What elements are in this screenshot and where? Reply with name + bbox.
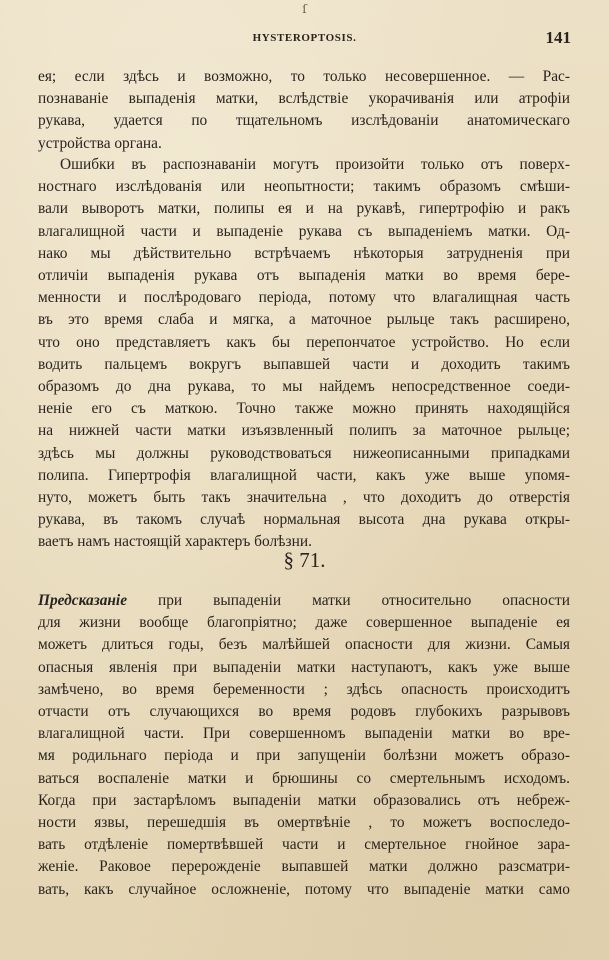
text-line: нако мы дѣйствительно встрѣчаемъ нѣкоторыя затрудненiя при	[38, 244, 570, 262]
text-line: полипа. Гипертрофiя влагалищной части, какъ уже выше упомя-	[38, 466, 570, 484]
text-line: влагалищной части и выпаденiе рукава съ выпаденiемъ матки. Од-	[38, 222, 570, 240]
first-line-rest: при выпаденiи матки относительно опасности	[157, 592, 570, 609]
section-heading: § 71.	[283, 548, 326, 572]
text-line: нуто, можетъ быть такъ значительна , что доходитъ до отверстiя	[38, 489, 570, 507]
paragraph-diagnosis-end	[38, 66, 570, 155]
text-line: ваться воспаленiе матки и брюшины со смертельнымъ исходомъ.	[38, 769, 570, 787]
lead-word: Предсказанiе	[38, 592, 128, 609]
text-line: ваетъ намъ настоящiй характеръ болѣзни.	[38, 533, 312, 551]
text-line: ненiе его съ маткою. Точно также можно принять находящiйся	[38, 400, 570, 418]
text-line: Когда при застарѣломъ выпаденiи матки образовались отъ небреж-	[38, 791, 570, 809]
page-header	[38, 28, 571, 52]
text-line: вать отдѣленiе помертвѣвшей части и смертельное гнойное зара-	[38, 836, 570, 854]
text-line: что оно представляетъ какъ бы перепончатое устройство. Но если	[38, 333, 570, 351]
text-line: замѣчено, во время беременности ; здѣсь опасность происходитъ	[38, 680, 570, 698]
text-line: ности язвы, перешедшiя въ омертвѣнiе , то можетъ воспоследо-	[38, 814, 570, 832]
text-line: отчасти отъ случающихся во время родовъ глубокихъ разрывовъ	[38, 703, 570, 721]
text-line: опасныя явленiя при выпаденiи матки наступаютъ, какъ уже выше	[38, 658, 570, 676]
text-line: женiе. Раковое перерожденiе выпавшей матки должно разсматри-	[38, 858, 570, 876]
text-line: отличiи выпаденiя рукава отъ выпаденiя матки во время бере-	[38, 267, 570, 285]
text-line: вать, какъ случайное осложненiе, потому что выпаденiе матки само	[38, 880, 570, 898]
paragraph-diagnostic-errors	[38, 154, 570, 554]
text-line: ея; если здѣсь и возможно, то только несовершенное. — Рас-	[38, 68, 570, 85]
text-line: здѣсь мы должны руководствоваться нижеописанными припадками	[38, 444, 570, 462]
text-line: влагалищной части. При совершенномъ выпаденiи матки во вре-	[38, 725, 570, 743]
text-line: Ошибки въ распознаванiи могутъ произойти только отъ поверх-	[60, 156, 570, 173]
text-line: менности и послѣродоваго перiода, потому что влагалищная часть	[38, 289, 570, 307]
top-margin-mark: ſ	[302, 2, 307, 16]
text-line: рукава, въ такомъ случаѣ нормальная высота дна рукава откры-	[38, 511, 570, 529]
text-line: образомъ до дна рукава, то мы найдемъ непосредственное соеди-	[38, 378, 570, 396]
text-line: ностнаго изслѣдованiя или неопытности; такимъ образомъ смѣши-	[38, 178, 570, 196]
running-head: HYSTEROPTOSIS.	[252, 32, 357, 44]
text-line: рукава, удается по тщательномъ изслѣдованiи анатомическаго	[38, 112, 570, 130]
text-line: мя родильнаго перiода и при запущенiи болѣзни можетъ образо-	[38, 747, 570, 765]
text-line: устройства органа.	[38, 134, 162, 152]
text-line: для жизни вообще благопрiятно; даже совершенное выпаденiе ея	[38, 614, 570, 632]
paragraph-prognosis	[38, 590, 570, 901]
text-line: водить пальцемъ вокругъ выпавшей части и доходить такимъ	[38, 355, 570, 373]
text-line: въ это время слаба и мягка, а маточное рыльце такъ расширено,	[38, 311, 570, 329]
text-line: на нижней части матки изъязвленный полипъ за маточное рыльце;	[38, 422, 570, 440]
text-line: можетъ длиться годы, безъ малѣйшей опасности для жизни. Самыя	[38, 636, 570, 654]
page-number: 141	[545, 28, 571, 47]
text-line: познаванiе выпаденiя матки, вслѣдствiе укорачиванiя или атрофiи	[38, 90, 570, 108]
text-line	[38, 590, 570, 612]
text-line: вали выворотъ матки, полипы ея и на рукавѣ, гипертрофiю и ракъ	[38, 200, 570, 218]
